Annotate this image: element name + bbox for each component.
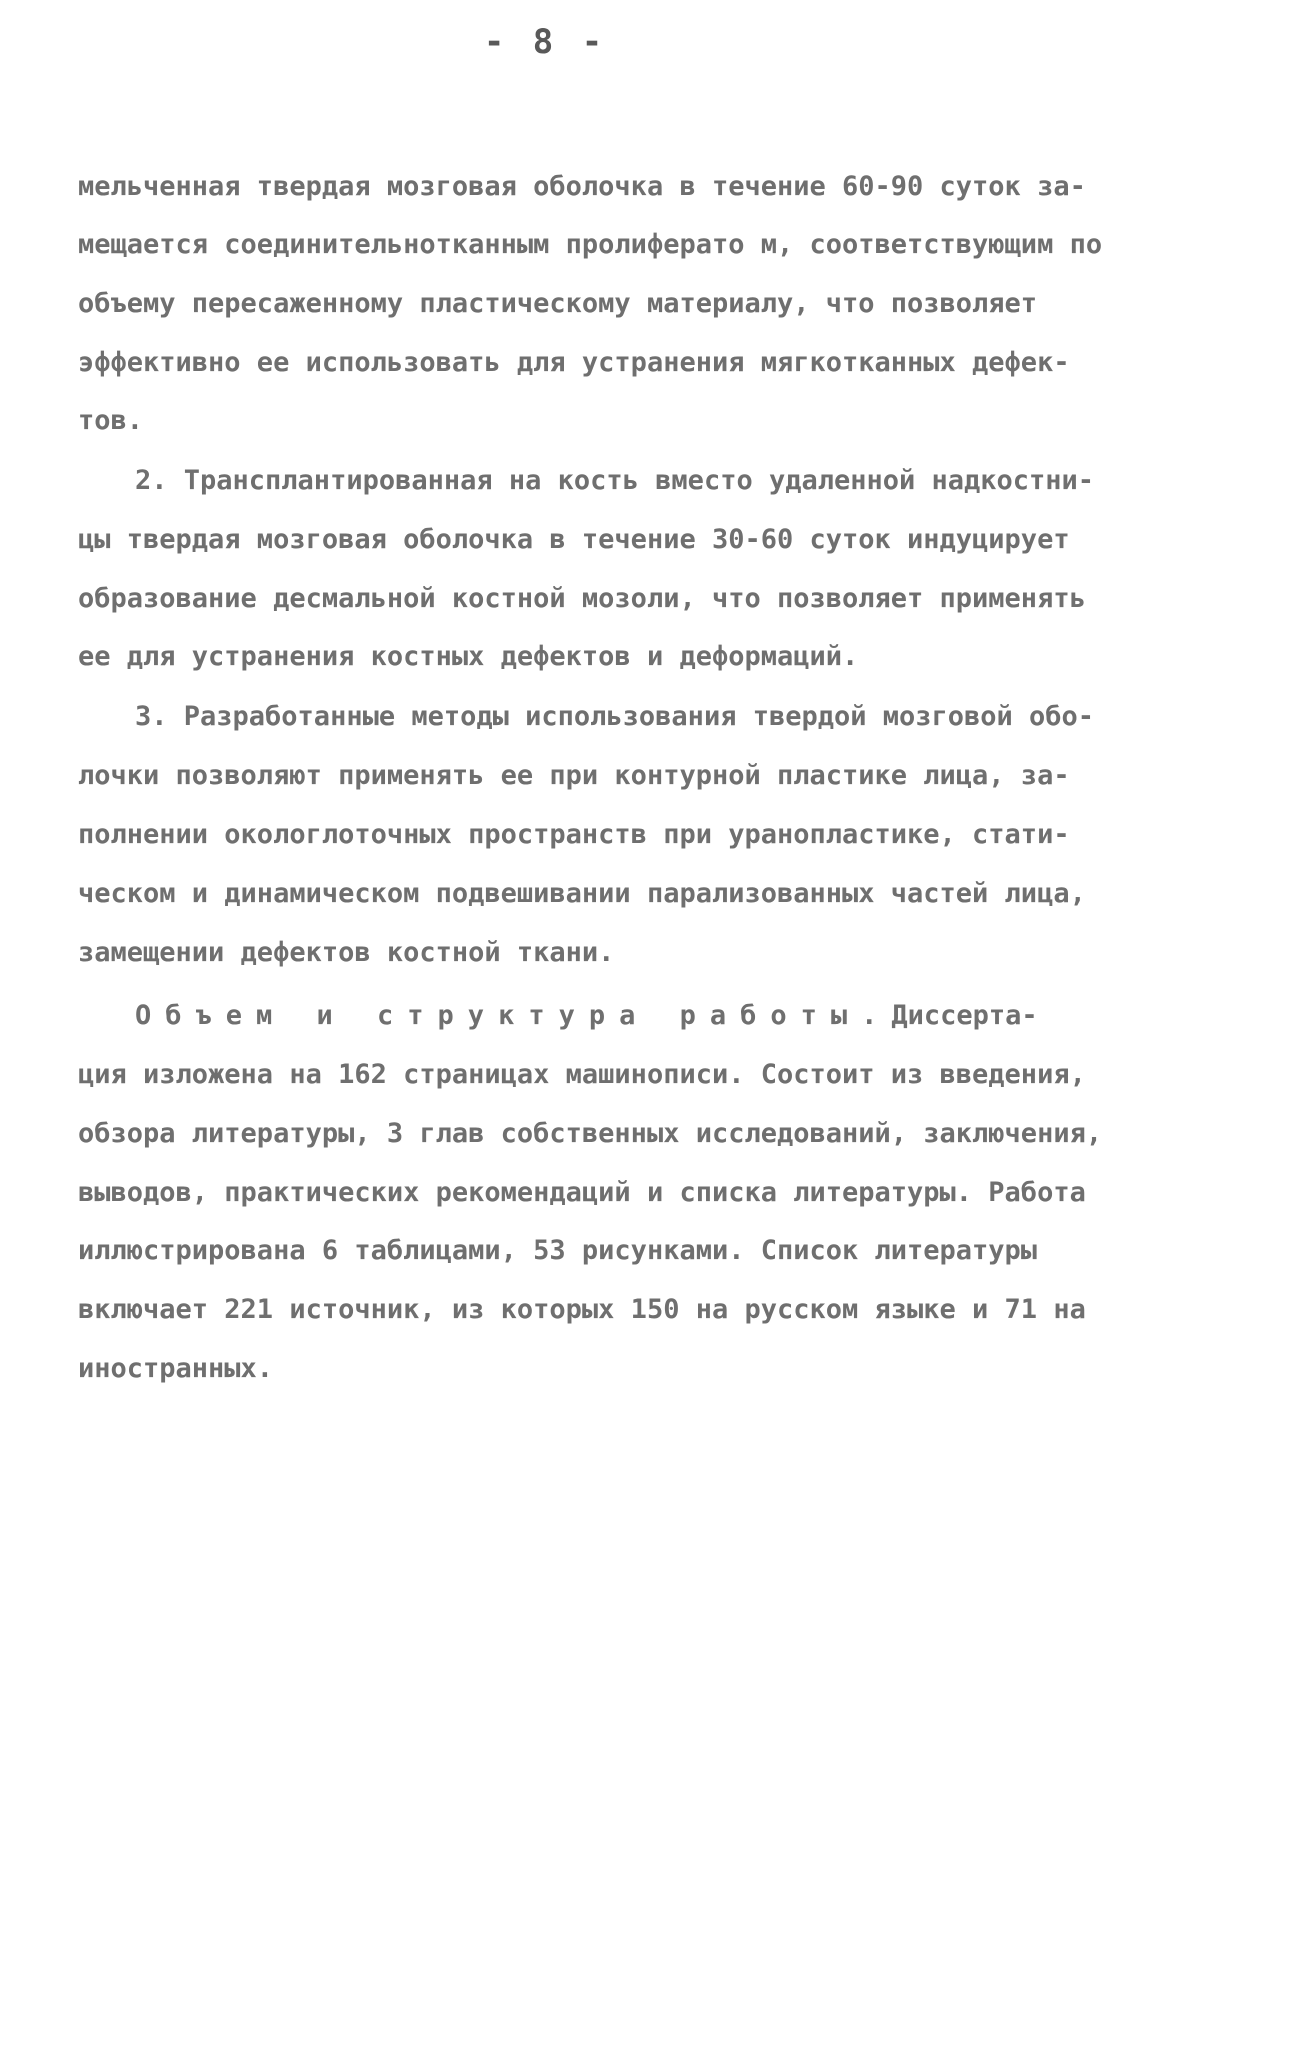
paragraph-4-line-1	[135, 1001, 1038, 1031]
paragraph-1-line-1: мельченная твердая мозговая оболочка в течение 60-90 суток за-	[78, 171, 1086, 202]
paragraph-1-line-3: объему пересаженному пластическому материалу, что позволяет	[78, 288, 1038, 319]
paragraph-3-line-3: полнении окологлоточных пространств при уранопластике, стати-	[78, 819, 1070, 850]
section-heading-continuation: Диссерта-	[891, 1000, 1038, 1031]
paragraph-3-line-4: ческом и динамическом подвешивании парализованных частей лица,	[78, 878, 1086, 909]
paragraph-4-line-7: иностранных.	[78, 1353, 274, 1384]
paragraph-4-line-3: обзора литературы, 3 глав собственных исследований, заключения,	[78, 1118, 1103, 1149]
paragraph-4-line-2: ция изложена на 162 страницах машинописи. Состоит из введения,	[78, 1059, 1086, 1090]
paragraph-2-line-2: цы твердая мозговая оболочка в течение 30-60 суток индуцирует	[78, 524, 1070, 555]
paragraph-1-line-5: тов.	[78, 405, 144, 436]
paragraph-4-line-4: выводов, практических рекомендаций и списка литературы. Работа	[78, 1177, 1086, 1208]
paragraph-2-line-3: образование десмальной костной мозоли, что позволяет применять	[78, 583, 1086, 614]
paragraph-3-line-5: замещении дефектов костной ткани.	[78, 937, 615, 968]
paragraph-2-line-1: 2. Трансплантированная на кость вместо удаленной надкостни-	[135, 465, 1095, 496]
paragraph-4-line-6: включает 221 источник, из которых 150 на русском языке и 71 на	[78, 1294, 1086, 1325]
paragraph-3-line-1: 3. Разработанные методы использования твердой мозговой обо-	[135, 701, 1095, 732]
paragraph-3-line-2: лочки позволяют применять ее при контурной пластике лица, за-	[78, 760, 1070, 791]
paragraph-4-line-5: иллюстрирована 6 таблицами, 53 рисунками. Список литературы	[78, 1235, 1038, 1266]
paragraph-2-line-4: ее для устранения костных дефектов и деформаций.	[78, 641, 859, 672]
section-heading: Объем и структура работы.	[135, 1000, 892, 1031]
page-number: - 8 -	[483, 22, 607, 62]
paragraph-1-line-2: мещается соединительнотканным пролиферато м, соответствующим по	[78, 229, 1103, 260]
paragraph-1-line-4: эффективно ее использовать для устранения мягкотканных дефек-	[78, 347, 1070, 378]
